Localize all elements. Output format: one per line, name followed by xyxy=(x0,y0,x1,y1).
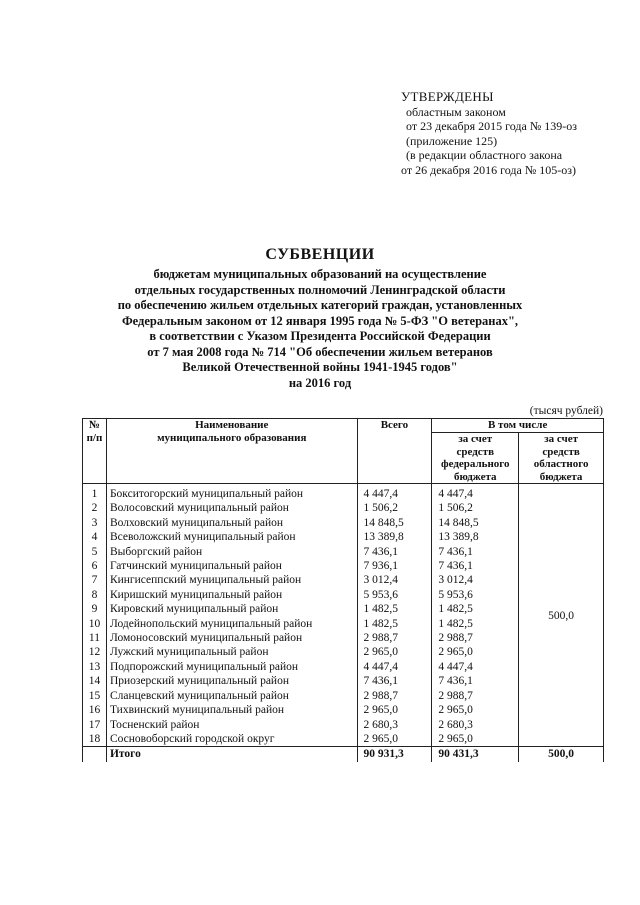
row-federal: 1 482,5 xyxy=(432,617,519,631)
title-line: бюджетам муниципальных образований на осуществление xyxy=(153,267,487,281)
row-federal: 3 012,4 xyxy=(432,573,519,587)
row-total: 1 482,5 xyxy=(357,602,432,616)
row-federal: 2 988,7 xyxy=(432,631,519,645)
header-name-line: Наименование xyxy=(195,419,269,431)
totals-federal: 90 431,3 xyxy=(432,747,519,763)
row-name: Сланцевский муниципальный район xyxy=(106,689,357,703)
title-line: Великой Отечественной войны 1941-1945 годов" xyxy=(182,360,458,374)
row-number: 1 xyxy=(83,484,107,502)
row-number: 6 xyxy=(83,559,107,573)
row-total: 14 848,5 xyxy=(357,516,432,530)
row-number: 16 xyxy=(83,703,107,717)
header-regional-line: областного xyxy=(533,458,589,470)
row-federal: 13 389,8 xyxy=(432,530,519,544)
row-number: 5 xyxy=(83,545,107,559)
header-including: В том числе xyxy=(432,419,604,433)
regional-value-cell xyxy=(519,484,604,747)
header-name xyxy=(106,419,357,484)
row-number: 12 xyxy=(83,645,107,659)
header-number-line: п/п xyxy=(86,431,103,444)
unit-label: (тысяч рублей) xyxy=(529,405,603,417)
title-line: в соответствии с Указом Президента Российской Федерации xyxy=(149,329,491,343)
row-name: Лужский муниципальный район xyxy=(106,645,357,659)
row-federal: 7 436,1 xyxy=(432,674,519,688)
row-name: Гатчинский муниципальный район xyxy=(106,559,357,573)
row-name: Ломоносовский муниципальный район xyxy=(106,631,357,645)
row-federal: 1 482,5 xyxy=(432,602,519,616)
title-line: на 2016 год xyxy=(288,375,352,390)
header-federal xyxy=(432,433,519,484)
row-number: 9 xyxy=(83,602,107,616)
row-name: Приозерский муниципальный район xyxy=(106,674,357,688)
row-total: 1 482,5 xyxy=(357,617,432,631)
row-name: Тосненский район xyxy=(106,718,357,732)
header-number-line: № xyxy=(88,419,100,431)
row-total: 2 965,0 xyxy=(357,732,432,747)
row-total: 7 436,1 xyxy=(357,674,432,688)
row-number: 18 xyxy=(83,732,107,747)
title-line: отдельных государственных полномочий Ленинградской области xyxy=(134,282,506,297)
row-total: 4 447,4 xyxy=(357,660,432,674)
row-total: 1 506,2 xyxy=(357,501,432,515)
totals-row xyxy=(83,747,604,763)
row-total: 2 965,0 xyxy=(357,703,432,717)
header-federal-line: за счет xyxy=(458,433,493,445)
row-total: 3 012,4 xyxy=(357,573,432,587)
totals-label: Итого xyxy=(106,747,357,763)
approval-line-1: областным законом xyxy=(406,104,506,119)
row-number: 4 xyxy=(83,530,107,544)
row-number: 3 xyxy=(83,516,107,530)
row-federal: 7 436,1 xyxy=(432,545,519,559)
header-regional-line: средств xyxy=(542,445,580,458)
row-number: 2 xyxy=(83,501,107,515)
row-name: Подпорожский муниципальный район xyxy=(106,660,357,674)
header-total: Всего xyxy=(357,419,432,484)
document-title xyxy=(60,246,580,391)
row-number: 11 xyxy=(83,631,107,645)
row-name: Волховский муниципальный район xyxy=(106,516,357,530)
row-total: 7 436,1 xyxy=(357,545,432,559)
row-total: 5 953,6 xyxy=(357,588,432,602)
totals-total: 90 931,3 xyxy=(357,747,432,763)
row-total: 2 680,3 xyxy=(357,718,432,732)
title-line: по обеспечению жильем отдельных категорий граждан, установленных xyxy=(117,298,523,312)
approval-line-5: от 26 декабря 2016 года № 105-оз) xyxy=(401,162,577,177)
row-name: Всеволожский муниципальный район xyxy=(106,530,357,544)
row-number: 8 xyxy=(83,588,107,602)
row-number: 15 xyxy=(83,689,107,703)
subventions-table xyxy=(82,418,604,762)
totals-regional: 500,0 xyxy=(519,747,604,763)
approval-heading: УТВЕРЖДЕНЫ xyxy=(401,89,494,104)
row-federal: 4 447,4 xyxy=(432,660,519,674)
totals-empty-cell xyxy=(83,747,107,763)
row-federal: 14 848,5 xyxy=(432,516,519,530)
row-federal: 7 436,1 xyxy=(432,559,519,573)
row-name: Кировский муниципальный район xyxy=(106,602,357,616)
row-federal: 2 965,0 xyxy=(432,645,519,659)
header-number xyxy=(83,419,107,484)
header-regional xyxy=(519,433,604,484)
row-total: 2 988,7 xyxy=(357,631,432,645)
row-number: 10 xyxy=(83,617,107,631)
row-total: 13 389,8 xyxy=(357,530,432,544)
row-total: 7 936,1 xyxy=(357,559,432,573)
row-name: Сосновоборский городской округ xyxy=(106,732,357,747)
table-row xyxy=(83,484,604,502)
header-federal-line: бюджета xyxy=(453,470,497,483)
title-line: от 7 мая 2008 года № 714 "Об обеспечении жильем ветеранов xyxy=(147,344,493,359)
row-name: Лодейнопольский муниципальный район xyxy=(106,617,357,631)
approval-line-2: от 23 декабря 2015 года № 139-оз xyxy=(406,119,578,133)
row-name: Тихвинский муниципальный район xyxy=(106,703,357,717)
row-federal: 2 965,0 xyxy=(432,732,519,747)
header-federal-line: средств xyxy=(456,445,495,458)
row-federal: 2 680,3 xyxy=(432,718,519,732)
row-federal: 1 506,2 xyxy=(432,501,519,515)
title-main: СУБВЕНЦИИ xyxy=(265,246,375,263)
approval-block xyxy=(401,90,631,177)
row-federal: 5 953,6 xyxy=(432,588,519,602)
regional-value: 500,0 xyxy=(548,610,575,623)
row-federal: 2 988,7 xyxy=(432,689,519,703)
row-number: 7 xyxy=(83,573,107,587)
header-regional-line: бюджета xyxy=(539,470,583,483)
row-name: Киришский муниципальный район xyxy=(106,588,357,602)
header-federal-line: федерального xyxy=(440,458,510,470)
row-name: Выборгский район xyxy=(106,545,357,559)
row-total: 2 988,7 xyxy=(357,689,432,703)
title-line: Федеральным законом от 12 января 1995 года № 5-ФЗ "О ветеранах", xyxy=(121,313,519,328)
row-total: 4 447,4 xyxy=(357,484,432,502)
row-name: Кингисеппский муниципальный район xyxy=(106,573,357,587)
approval-line-3: (приложение 125) xyxy=(406,133,498,148)
row-federal: 2 965,0 xyxy=(432,703,519,717)
row-name: Волосовский муниципальный район xyxy=(106,501,357,515)
approval-line-4: (в редакции областного закона xyxy=(406,148,563,162)
header-name-line: муниципального образования xyxy=(157,431,307,444)
row-federal: 4 447,4 xyxy=(432,484,519,502)
row-number: 13 xyxy=(83,660,107,674)
row-number: 14 xyxy=(83,674,107,688)
row-total: 2 965,0 xyxy=(357,645,432,659)
row-name: Бокситогорский муниципальный район xyxy=(106,484,357,502)
header-regional-line: за счет xyxy=(544,433,579,445)
row-number: 17 xyxy=(83,718,107,732)
